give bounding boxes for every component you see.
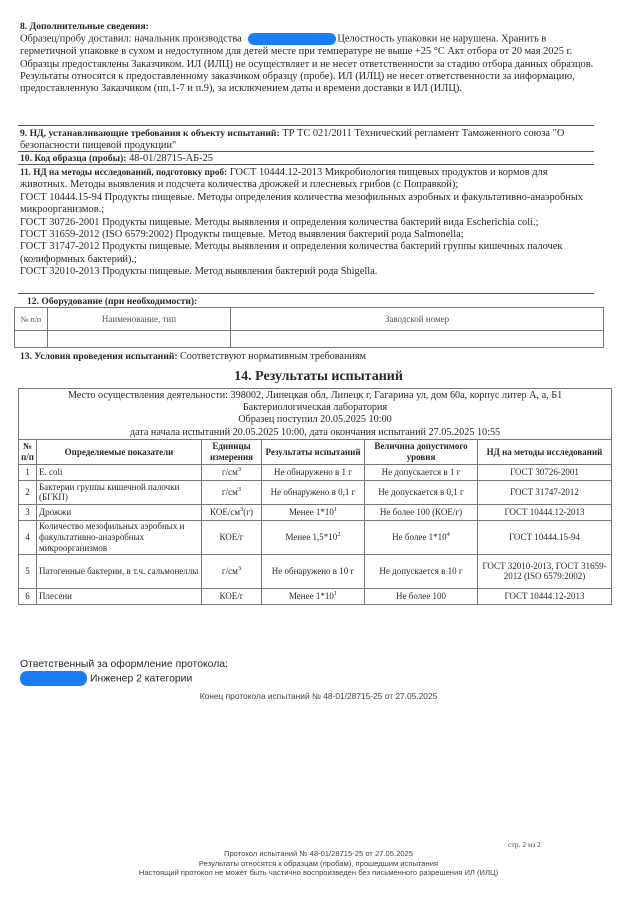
permissible-limit [365, 504, 478, 520]
section-8-additional-info [20, 21, 595, 96]
results-row [19, 464, 612, 480]
col-result: Результаты испытаний [262, 439, 365, 464]
result-value [262, 480, 365, 504]
indicator-name [37, 588, 202, 604]
method-standard [478, 554, 612, 588]
col-unit: Единицы измерения [202, 439, 262, 464]
col-method: НД на методы исследований [478, 439, 612, 464]
responsible-block [20, 658, 228, 686]
result-value [262, 520, 365, 554]
results-row [19, 520, 612, 554]
unit [202, 588, 262, 604]
section-10-heading: 10. Код образца (пробы): [20, 153, 127, 164]
footer-protocol-number: Протокол испытаний № 48-01/28715-25 от 27.05.2025 [223, 849, 413, 858]
responsible-position: Инженер 2 категории [90, 673, 193, 685]
cell-text: ГОСТ 10444.12-2013 [504, 591, 585, 602]
responsible-label: Ответственный за оформление протокола: [20, 659, 228, 670]
page-footer [0, 849, 637, 878]
section-9-text: ТР ТС 021/2011 Технический регламент Таможенного союза "О безопасности пищевой продукции" [20, 128, 565, 152]
superscript: 3 [237, 486, 242, 494]
cell-text: Не более 1*10 [392, 532, 447, 543]
cell-text: Дрожжи [39, 507, 72, 518]
result-value [262, 554, 365, 588]
results-row [19, 504, 612, 520]
section-11-methods [20, 166, 595, 279]
delivered-by-text: Образец/пробу доставил: начальник производства [20, 33, 242, 45]
cell-text: ГОСТ 31747-2012 [510, 487, 579, 498]
cell-text: 6 [25, 591, 30, 602]
results-row [19, 480, 612, 504]
method-standard [478, 588, 612, 604]
cell-text: Менее 1,5*10 [285, 532, 338, 543]
row-number [19, 554, 37, 588]
unit [202, 480, 262, 504]
indicator-name [37, 464, 202, 480]
divider [18, 293, 594, 294]
section-8-para-2: Образцы предоставлены Заказчиком. ИЛ (ИЛЦ) не осуществляет и не несет ответственности за стадию отбора данных образцов. Результаты относятся к предоставленному заказчиком образцу (пробе). ИЛ (ИЛЦ) не несет ответственности за информацию, предоставленную Заказчиком (пп.1-7 и п.9), за исключением даты и времени доставки в ИЛ (ИЛЦ). [20, 58, 594, 95]
section-9-heading: 9. НД, устанавливающие требования к объекту испытаний: [20, 128, 280, 139]
equipment-empty-row [15, 331, 604, 348]
footer-results-note: Результаты относятся к образцам (пробам), прошедшим испытания [198, 858, 439, 868]
equipment-table [14, 307, 604, 348]
cell-text: КОЕ/г [219, 591, 244, 602]
cell-text: КОЕ/см [210, 507, 241, 518]
cell-text: ГОСТ 32010-2013, ГОСТ 31659-2012 (ISO 6579:2002) [482, 560, 607, 582]
method-line: ГОСТ 31659-2012 (ISO 6579:2002) Продукты пищевые. Метод выявления бактерий рода Salmonella; [20, 229, 464, 241]
method-standard [478, 504, 612, 520]
cell-text: Не обнаружено в 0,1 г [270, 487, 356, 498]
cell-text: E. coli [39, 467, 63, 478]
unit [202, 464, 262, 480]
cell-text: 2 [25, 487, 30, 498]
row-number [19, 520, 37, 554]
result-value [262, 588, 365, 604]
section-8-para-1 [20, 33, 595, 58]
row-number [19, 480, 37, 504]
cell-text: Бактерии группы кишечной палочки (БГКП) [39, 481, 180, 503]
cell-text: 1 [25, 467, 30, 478]
superscript: 3 [240, 506, 244, 514]
cell-text: КОЕ/г [219, 532, 244, 543]
cell-text: 5 [25, 566, 30, 577]
cell-text: Не более 100 [396, 591, 446, 602]
sample-code: 48-01/28715-АБ-25 [129, 153, 213, 164]
cell-text: ГОСТ 10444.12-2013 [504, 507, 585, 518]
row-number [19, 504, 37, 520]
footer-reproduction-note: Настоящий протокол не может быть частично воспроизведен без письменного разрешения ИЛ (ИЛЦ) [138, 868, 499, 878]
superscript: 4 [446, 531, 450, 539]
lab-name: Бактериологическая лаборатория [242, 402, 388, 414]
col-serial-number: Заводской номер [231, 308, 604, 331]
row-number [19, 464, 37, 480]
superscript: 1 [333, 590, 338, 598]
col-name-type: Наименование, тип [48, 308, 231, 331]
section-13-conditions [20, 351, 366, 362]
results-row [19, 554, 612, 588]
method-standard [478, 480, 612, 504]
method-line: ГОСТ 32010-2013 Продукты пищевые. Метод выявления бактерий рода Shigella. [20, 266, 378, 278]
storage-text: Целостность упаковки не нарушена. Хранить в герметичной упаковке в сухом и недоступном для детей месте при температуре не выше +25 °С Акт отбора от 20 мая 2025 г. [20, 33, 573, 58]
cell-text: 3 [25, 507, 30, 518]
result-value [262, 504, 365, 520]
test-dates: дата начала испытаний 20.05.2025 10:00, дата окончания испытаний 27.05.2025 10:55 [129, 426, 501, 438]
unit [202, 520, 262, 554]
cell-text: Менее 1*10 [288, 507, 334, 518]
cell-text: Не допускается в 10 г [379, 566, 463, 577]
redacted-name [248, 33, 336, 45]
cell-text: Плесени [39, 591, 72, 602]
cell-text: 4 [25, 532, 30, 543]
unit [202, 554, 262, 588]
results-info [19, 389, 611, 439]
method-standard [478, 464, 612, 480]
indicator-name [37, 480, 202, 504]
cell-text: Не более 100 (КОЕ/г) [379, 507, 463, 518]
cell-text: Менее 1*10 [288, 591, 334, 602]
section-13-text: Соответствуют нормативным требованиям [180, 351, 366, 362]
cell-text: (г) [243, 507, 253, 518]
results-header-row [19, 439, 612, 464]
col-number: № п/п [19, 439, 37, 464]
cell-text: Патогенные бактерии, в т.ч. сальмонеллы [39, 566, 199, 577]
section-14-title: 14. Результаты испытаний [234, 369, 403, 384]
col-indicator: Определяемые показатели [37, 439, 202, 464]
cell-text: Не обнаружено в 1 г [274, 467, 352, 478]
permissible-limit [365, 464, 478, 480]
section-9-standards [20, 128, 595, 153]
cell-text: г/см [221, 566, 238, 577]
permissible-limit [365, 480, 478, 504]
section-8-heading: 8. Дополнительные сведения: [20, 21, 149, 32]
section-11-heading: 11. НД на методы исследований, подготовку проб: [20, 167, 228, 177]
cell-text: г/см [221, 467, 238, 478]
col-limit: Величина допустимого уровня [365, 439, 478, 464]
cell-text: Не допускается в 0,1 г [378, 487, 464, 498]
superscript: 2 [337, 531, 341, 539]
permissible-limit [365, 588, 478, 604]
superscript: 3 [237, 565, 242, 573]
method-line: ГОСТ 10444.15-94 Продукты пищевые. Методы определения количества мезофильных аэробных и факультативно-анаэробных микроорганизмов.; [20, 191, 584, 216]
cell-text: Не допускается в 1 г [381, 467, 461, 478]
sample-received: Образец поступил 20.05.2025 10:00 [238, 414, 392, 426]
end-of-protocol-note: Конец протокола испытаний № 48-01/28715-25 от 27.05.2025 [199, 691, 438, 701]
page-number: стр. 2 из 2 [508, 840, 541, 849]
responsible-person [20, 671, 228, 686]
method-standard [478, 520, 612, 554]
indicator-name [37, 554, 202, 588]
permissible-limit [365, 554, 478, 588]
method-line: 11. НД на методы исследований, подготовку проб: ГОСТ 10444.12-2013 Микробиология пищевых продуктов и кормов для животных. Методы выявления и подсчета количества дрожжей и плесневых грибов (с Поправкой); [20, 167, 548, 191]
section-13-heading: 13. Условия проведения испытаний: [20, 351, 178, 362]
indicator-name [37, 520, 202, 554]
cell-text: ГОСТ 30726-2001 [510, 467, 579, 478]
section-12-heading: 12. Оборудование (при необходимости): [27, 296, 198, 307]
superscript: 1 [333, 506, 338, 514]
results-row [19, 588, 612, 604]
redacted-name [20, 671, 87, 686]
results-block [18, 388, 612, 605]
cell-text: Не обнаружено в 10 г [271, 566, 355, 577]
results-body [19, 464, 612, 604]
row-number [19, 588, 37, 604]
cell-text: Количество мезофильных аэробных и факультативно-анаэробных микроорганизмов [39, 521, 185, 553]
method-line: ГОСТ 31747-2012 Продукты пищевые. Методы выявления и определения количества бактерий группы кишечных палочек (колиформных бактерий).; [20, 241, 563, 265]
unit [202, 504, 262, 520]
superscript: 3 [237, 466, 242, 474]
divider [18, 164, 594, 165]
indicator-name [37, 504, 202, 520]
equipment-header-row [15, 308, 604, 331]
method-line: ГОСТ 30726-2001 Продукты пищевые. Методы выявления и определения количества бактерий вида Escherichia coli.; [20, 216, 539, 228]
result-value [262, 464, 365, 480]
results-table [18, 439, 612, 605]
divider [18, 125, 594, 126]
col-number: № п/п [15, 308, 48, 331]
lab-address: Место осуществления деятельности: 398002, Липецкая обл, Липецк г, Гагарина ул, дом 60а, корпус литер А, а, Б1 [67, 390, 563, 401]
cell-text: г/см [221, 487, 238, 498]
cell-text: ГОСТ 10444.15-94 [508, 532, 581, 543]
divider [18, 151, 594, 152]
permissible-limit [365, 520, 478, 554]
